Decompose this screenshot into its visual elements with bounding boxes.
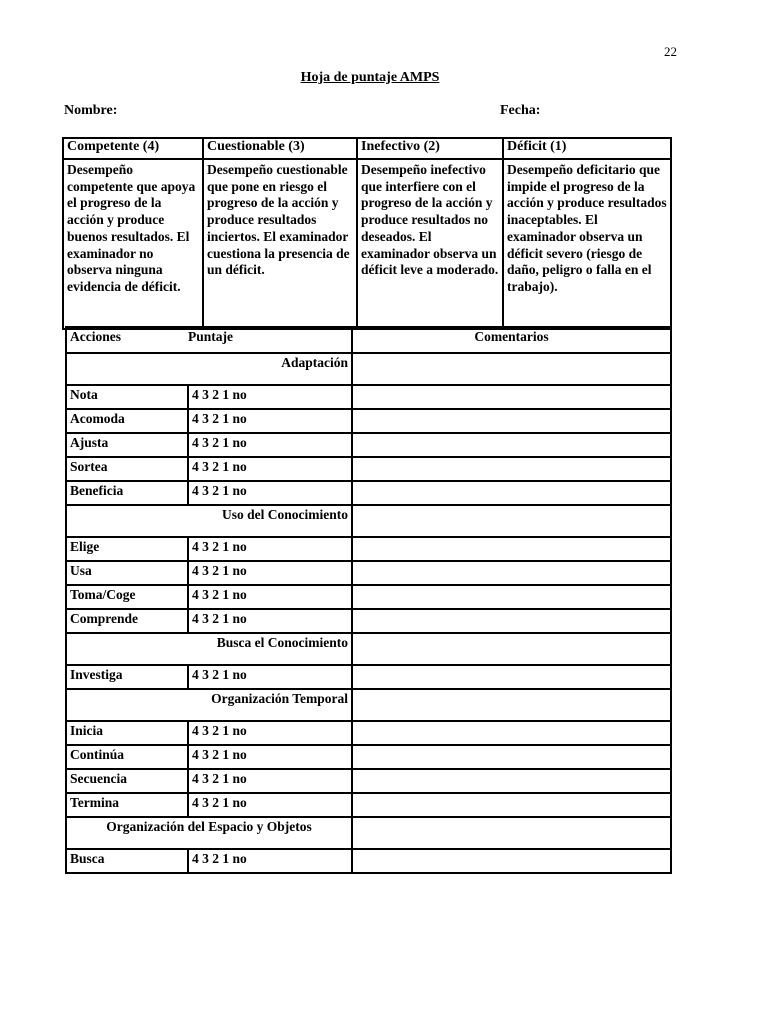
comment-cell[interactable] xyxy=(352,817,671,849)
section-title-organizacion-temporal: Organización Temporal xyxy=(66,689,352,721)
level-heading-competente: Competente (4) xyxy=(63,138,203,159)
action-label: Inicia xyxy=(66,721,188,745)
section-row xyxy=(66,817,671,849)
table-row xyxy=(66,609,671,633)
score-options[interactable]: 4 3 2 1 no xyxy=(188,585,352,609)
table-row xyxy=(66,849,671,873)
score-options[interactable]: 4 3 2 1 no xyxy=(188,433,352,457)
section-row xyxy=(66,505,671,537)
action-label: Nota xyxy=(66,385,188,409)
action-label: Toma/Coge xyxy=(66,585,188,609)
level-desc-cuestionable: Desempeño cuestionable que pone en riesgo el progreso de la acción y produce resultados inciertos. El examinador cuestiona la presencia de un déficit. xyxy=(203,159,357,329)
comment-cell[interactable] xyxy=(352,409,671,433)
table-row xyxy=(66,409,671,433)
section-row xyxy=(66,353,671,385)
section-title-busca-conocimiento: Busca el Conocimiento xyxy=(66,633,352,665)
comment-cell[interactable] xyxy=(352,457,671,481)
table-row xyxy=(66,793,671,817)
comment-cell[interactable] xyxy=(352,633,671,665)
score-options[interactable]: 4 3 2 1 no xyxy=(188,561,352,585)
page-title xyxy=(0,70,740,86)
action-label: Busca xyxy=(66,849,188,873)
table-row xyxy=(66,433,671,457)
action-label: Beneficia xyxy=(66,481,188,505)
comment-cell[interactable] xyxy=(352,481,671,505)
level-desc-deficit: Desempeño deficitario que impide el progreso de la acción y produce resultados inaceptables. El examinador observa un déficit severo (riesgo de daño, peligro o falla en el trabajo). xyxy=(503,159,671,329)
actions-column-header: Acciones xyxy=(70,329,121,344)
table-row xyxy=(66,385,671,409)
comment-cell[interactable] xyxy=(352,793,671,817)
score-table xyxy=(65,326,672,874)
comment-cell[interactable] xyxy=(352,849,671,873)
action-label: Investiga xyxy=(66,665,188,689)
action-label: Termina xyxy=(66,793,188,817)
action-label: Ajusta xyxy=(66,433,188,457)
score-options[interactable]: 4 3 2 1 no xyxy=(188,609,352,633)
table-row xyxy=(66,537,671,561)
score-options[interactable]: 4 3 2 1 no xyxy=(188,409,352,433)
comment-cell[interactable] xyxy=(352,585,671,609)
comment-cell[interactable] xyxy=(352,689,671,721)
comments-column-header: Comentarios xyxy=(352,327,671,353)
score-options[interactable]: 4 3 2 1 no xyxy=(188,721,352,745)
action-label: Usa xyxy=(66,561,188,585)
page-number: 22 xyxy=(664,44,677,59)
table-row xyxy=(66,745,671,769)
section-title-organizacion-espacio: Organización del Espacio y Objetos xyxy=(66,817,352,849)
action-label: Secuencia xyxy=(66,769,188,793)
comment-cell[interactable] xyxy=(352,353,671,385)
comment-cell[interactable] xyxy=(352,665,671,689)
name-label: Nombre: xyxy=(64,103,118,118)
table-row xyxy=(66,457,671,481)
comment-cell[interactable] xyxy=(352,537,671,561)
action-label: Elige xyxy=(66,537,188,561)
actions-score-header xyxy=(66,327,352,353)
date-label: Fecha: xyxy=(500,103,541,118)
score-options[interactable]: 4 3 2 1 no xyxy=(188,385,352,409)
score-options[interactable]: 4 3 2 1 no xyxy=(188,457,352,481)
table-row xyxy=(66,769,671,793)
table-row xyxy=(66,721,671,745)
table-row xyxy=(66,585,671,609)
level-heading-inefectivo: Inefectivo (2) xyxy=(357,138,503,159)
comment-cell[interactable] xyxy=(352,433,671,457)
level-desc-inefectivo: Desempeño inefectivo que interfiere con el progreso de la acción y produce resultados no deseados. El examinador observa un déficit leve a moderado. xyxy=(357,159,503,329)
score-options[interactable]: 4 3 2 1 no xyxy=(188,769,352,793)
levels-description-row xyxy=(63,159,671,329)
action-label: Sortea xyxy=(66,457,188,481)
section-title-adaptacion: Adaptación xyxy=(66,353,352,385)
table-row xyxy=(66,481,671,505)
action-label: Acomoda xyxy=(66,409,188,433)
score-options[interactable]: 4 3 2 1 no xyxy=(188,849,352,873)
comment-cell[interactable] xyxy=(352,769,671,793)
score-column-header: Puntaje xyxy=(188,329,233,344)
comment-cell[interactable] xyxy=(352,561,671,585)
score-header-row xyxy=(66,327,671,353)
comment-cell[interactable] xyxy=(352,721,671,745)
score-options[interactable]: 4 3 2 1 no xyxy=(188,481,352,505)
comment-cell[interactable] xyxy=(352,609,671,633)
score-options[interactable]: 4 3 2 1 no xyxy=(188,745,352,769)
levels-header-row xyxy=(63,138,671,159)
section-row xyxy=(66,633,671,665)
levels-table xyxy=(62,137,672,330)
action-label: Comprende xyxy=(66,609,188,633)
score-options[interactable]: 4 3 2 1 no xyxy=(188,665,352,689)
score-options[interactable]: 4 3 2 1 no xyxy=(188,793,352,817)
level-heading-deficit: Déficit (1) xyxy=(503,138,671,159)
comment-cell[interactable] xyxy=(352,385,671,409)
table-row xyxy=(66,561,671,585)
section-row xyxy=(66,689,671,721)
section-title-uso-conocimiento: Uso del Conocimiento xyxy=(66,505,352,537)
level-desc-competente: Desempeño competente que apoya el progreso de la acción y produce buenos resultados. El examinador no observa ninguna evidencia de déficit. xyxy=(63,159,203,329)
comment-cell[interactable] xyxy=(352,745,671,769)
comment-cell[interactable] xyxy=(352,505,671,537)
table-row xyxy=(66,665,671,689)
score-options[interactable]: 4 3 2 1 no xyxy=(188,537,352,561)
action-label: Continúa xyxy=(66,745,188,769)
title-text: Hoja de puntaje AMPS xyxy=(300,70,440,85)
level-heading-cuestionable: Cuestionable (3) xyxy=(203,138,357,159)
